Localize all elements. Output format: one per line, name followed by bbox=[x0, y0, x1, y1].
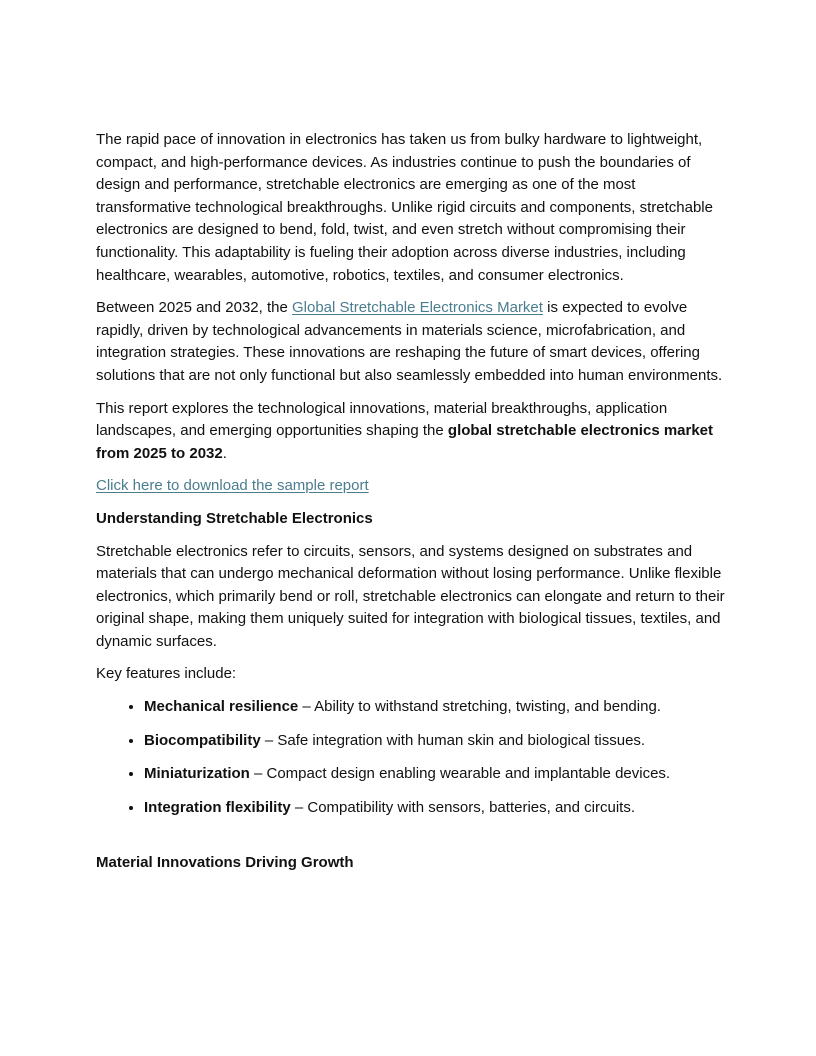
section-heading-understanding: Understanding Stretchable Electronics bbox=[96, 509, 373, 527]
report-scope-bold: global stretchable electronics market from 2025 to 2032 bbox=[96, 422, 714, 462]
feature-term: Mechanical resilience bbox=[144, 698, 299, 716]
feature-term: Miniaturization bbox=[144, 765, 250, 783]
feature-desc: – Compatibility with sensors, batteries, and circuits. bbox=[290, 798, 635, 816]
section-spacer bbox=[96, 830, 726, 852]
report-scope-text-after: . bbox=[222, 444, 227, 462]
report-scope-text-before: This report explores the technological innovations, material breakthroughs, application landscapes, and emerging opportunities shaping the bbox=[96, 399, 668, 440]
section-heading-materials: Material Innovations Driving Growth bbox=[96, 854, 354, 872]
market-paragraph-text-before: Between 2025 and 2032, the bbox=[96, 299, 292, 317]
list-item bbox=[144, 730, 726, 753]
definition-paragraph: Stretchable electronics refer to circuits, sensors, and systems designed on substrates and materials that can undergo mechanical deformation without losing performance. Unlike flexible electronics, which primarily bend or roll, stretchable electronics can elongate and return to their original shape, making them uniquely suited for integration with biological tissues, textiles, and dynamic surfaces. bbox=[96, 542, 725, 650]
feature-desc: – Compact design enabling wearable and implantable devices. bbox=[249, 765, 671, 783]
features-intro: Key features include: bbox=[96, 665, 237, 683]
global-market-link[interactable]: Global Stretchable Electronics Market bbox=[292, 299, 543, 317]
market-paragraph-text-after: is expected to evolve rapidly, driven by technological advancements in materials science, microfabrication, and integration strategies. These innovations are reshaping the future of smart devices, offering solutions that are not only functional but also seamlessly embedded into human environments. bbox=[96, 299, 723, 384]
features-list bbox=[96, 696, 726, 819]
feature-desc: – Safe integration with human skin and biological tissues. bbox=[260, 731, 646, 749]
report-scope-paragraph bbox=[96, 398, 726, 466]
market-paragraph bbox=[96, 297, 726, 387]
download-sample-link[interactable]: Click here to download the sample report bbox=[96, 477, 369, 495]
feature-term: Integration flexibility bbox=[144, 798, 291, 816]
download-paragraph bbox=[96, 475, 726, 498]
list-item bbox=[144, 696, 726, 719]
list-item bbox=[144, 763, 726, 786]
intro-paragraph: The rapid pace of innovation in electronics has taken us from bulky hardware to lightweight, compact, and high-performance devices. As industries continue to push the boundaries of design and performance, stretchable electronics are emerging as one of the most transformative technological breakthroughs. Unlike rigid circuits and components, stretchable electronics are designed to bend, fold, twist, and even stretch without compromising their functionality. This adaptability is fueling their adoption across diverse industries, including healthcare, wearables, automotive, robotics, textiles, and consumer electronics. bbox=[96, 131, 713, 284]
feature-desc: – Ability to withstand stretching, twisting, and bending. bbox=[298, 698, 661, 716]
list-item bbox=[144, 797, 726, 820]
feature-term: Biocompatibility bbox=[144, 731, 261, 749]
